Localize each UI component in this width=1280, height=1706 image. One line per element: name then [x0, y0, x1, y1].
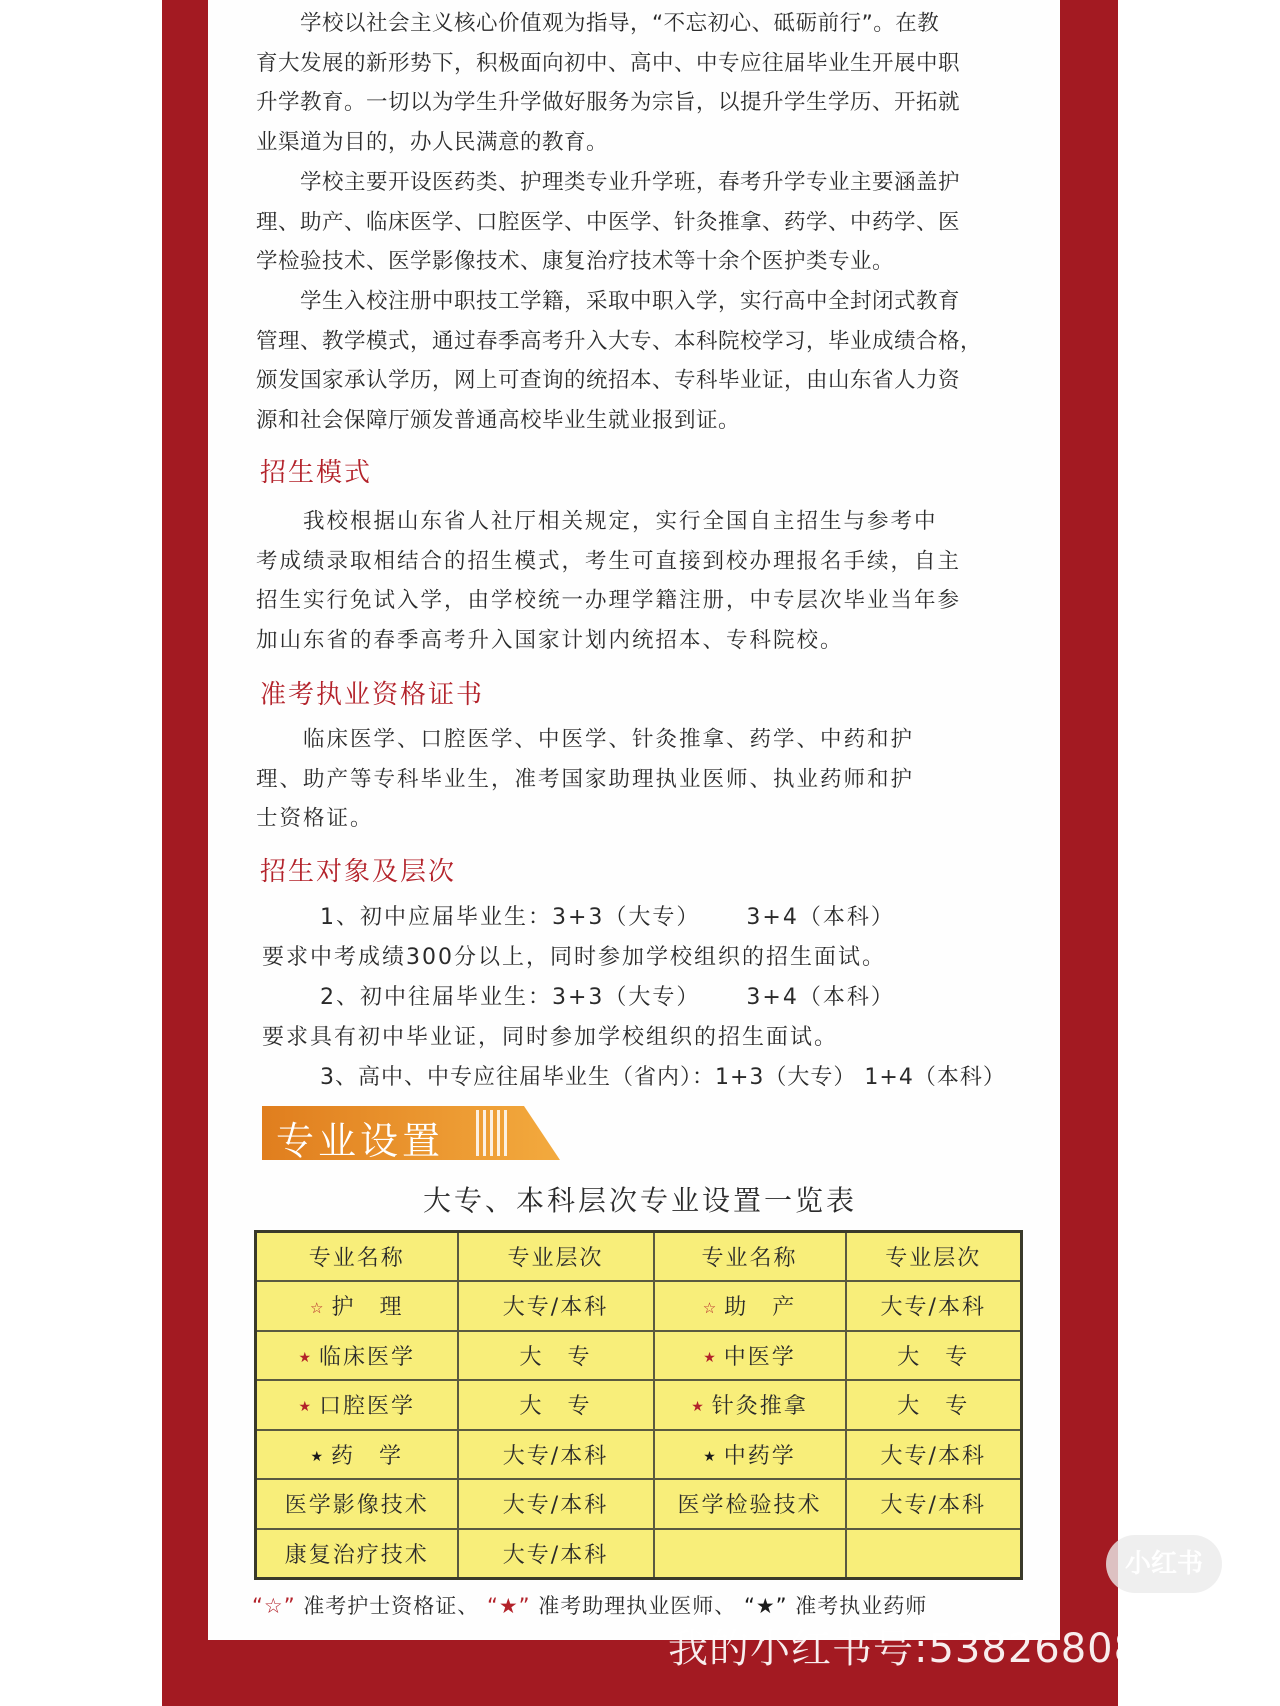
level-cell: 大专/本科	[846, 1281, 1022, 1331]
intro-paragraph-3: 学生入校注册中职技工学籍，采取中职入学，实行高中全封闭式教育 管理、教学模式，通过春季高考升入大专、本科院校学习，毕业成绩合格， 颁发国家承认学历，网上可查询的统招本、专科毕业证，由山东省人力资 源和社会保障厅颁发普通高校毕业生就业报到证。	[256, 289, 983, 433]
majors-banner-label: 专业设置	[276, 1119, 445, 1163]
intro-paragraph-2: 学校主要开设医药类、护理类专业升学班，春考升学专业主要涵盖护 理、助产、临床医学、口腔医学、中医学、针灸推拿、药学、中药学、医 学检验技术、医学影像技术、康复治疗技术等十余个医护类专业。	[256, 170, 961, 274]
target-item-2-requirement: 要求具有初中毕业证，同时参加学校组织的招生面试。	[262, 1025, 839, 1050]
certificate-paragraph: 临床医学、口腔医学、中医学、针灸推拿、药学、中药和护 理、助产等专科毕业生，准考国家助理执业医师、执业药师和护 士资格证。	[256, 727, 915, 831]
level-cell: 大 专	[846, 1380, 1022, 1430]
major-cell: ☆ 护 理	[256, 1281, 458, 1331]
level-cell: 大专/本科	[458, 1430, 654, 1480]
major-cell: ★ 针灸推拿	[654, 1380, 846, 1430]
table-row	[256, 1529, 1022, 1579]
level-cell: 大专/本科	[458, 1479, 654, 1529]
intro-paragraph-1: 学校以社会主义核心价值观为指导，“不忘初心、砥砺前行”。在教 育大发展的新形势下，积极面向初中、高中、中专应往届毕业生开展中职 升学教育。一切以为学生升学做好服务为宗旨，以提升学生学历、开拓就 业渠道为目的，办人民满意的教育。	[256, 11, 961, 155]
majors-table-container	[254, 1230, 1023, 1580]
major-cell: ★ 口腔医学	[256, 1380, 458, 1430]
table-row	[256, 1430, 1022, 1480]
level-cell: 大专/本科	[846, 1430, 1022, 1480]
red-star-icon: ★	[691, 1399, 706, 1416]
table-row	[256, 1281, 1022, 1331]
header-major-level: 专业层次	[846, 1232, 1022, 1282]
major-cell: ★ 临床医学	[256, 1331, 458, 1381]
major-cell: ★ 药 学	[256, 1430, 458, 1480]
outline-star-icon: ☆	[310, 1299, 326, 1318]
major-cell: ★ 中医学	[654, 1331, 846, 1381]
table-row	[256, 1331, 1022, 1381]
level-cell: 大专/本科	[458, 1529, 654, 1579]
table-row	[256, 1380, 1022, 1430]
table-legend	[252, 1590, 927, 1620]
level-cell: 大专/本科	[458, 1281, 654, 1331]
outline-star-legend-icon: “☆”	[252, 1594, 296, 1618]
legend-doctor-text: 准考助理执业医师、	[538, 1594, 737, 1618]
target-item-1-requirement: 要求中考成绩300分以上，同时参加学校组织的招生面试。	[262, 945, 886, 970]
majors-table-title: 大专、本科层次专业设置一览表	[422, 1184, 857, 1217]
major-cell	[654, 1529, 846, 1579]
black-star-icon: ★	[703, 1448, 718, 1465]
level-cell: 大专/本科	[846, 1479, 1022, 1529]
major-cell: ☆ 助 产	[654, 1281, 846, 1331]
red-star-legend-icon: “★”	[486, 1594, 531, 1618]
admission-mode-title: 招生模式	[260, 458, 373, 488]
majors-table	[254, 1230, 1023, 1580]
table-row	[256, 1479, 1022, 1529]
majors-banner	[262, 1106, 560, 1163]
black-star-icon: ★	[310, 1448, 326, 1465]
target-item-1-head: 1、初中应届毕业生：3+3（大专） 3+4（本科）	[320, 905, 895, 930]
header-major-name: 专业名称	[654, 1232, 846, 1282]
admission-mode-paragraph: 我校根据山东省人社厅相关规定，实行全国自主招生与参考中 考成绩录取相结合的招生模式，考生可直接到校办理报名手续，自主 招生实行免试入学，由学校统一办理学籍注册，中专层次毕业当年参 加山东省的春季高考升入国家计划内统招本、专科院校。	[256, 509, 962, 653]
outline-star-icon: ☆	[702, 1299, 719, 1318]
major-cell: 医学影像技术	[256, 1479, 458, 1529]
red-star-icon: ★	[298, 1349, 314, 1366]
account-watermark: 我的小红书号:5382680833	[668, 1626, 1193, 1672]
level-cell: 大 专	[846, 1331, 1022, 1381]
certificate-title: 准考执业资格证书	[260, 680, 485, 710]
level-cell: 大 专	[458, 1380, 654, 1430]
target-item-2-head: 2、初中往届毕业生：3+3（大专） 3+4（本科）	[320, 985, 895, 1010]
header-major-level: 专业层次	[458, 1232, 654, 1282]
xiaohongshu-logo: 小红书	[1106, 1535, 1222, 1593]
header-major-name: 专业名称	[256, 1232, 458, 1282]
legend-pharmacist-text: 准考执业药师	[795, 1594, 928, 1618]
table-header-row	[256, 1232, 1022, 1282]
red-star-icon: ★	[703, 1349, 718, 1366]
black-star-legend-icon: “★”	[743, 1594, 788, 1618]
targets-title: 招生对象及层次	[260, 857, 457, 887]
target-item-3-head: 3、高中、中专应往届毕业生（省内）：1+3（大专） 1+4（本科）	[320, 1065, 1006, 1090]
legend-nurse-text: 准考护士资格证、	[303, 1594, 480, 1618]
major-cell: ★ 中药学	[654, 1430, 846, 1480]
red-star-icon: ★	[298, 1399, 314, 1416]
major-cell: 康复治疗技术	[256, 1529, 458, 1579]
major-cell: 医学检验技术	[654, 1479, 846, 1529]
level-cell: 大 专	[458, 1331, 654, 1381]
level-cell	[846, 1529, 1022, 1579]
